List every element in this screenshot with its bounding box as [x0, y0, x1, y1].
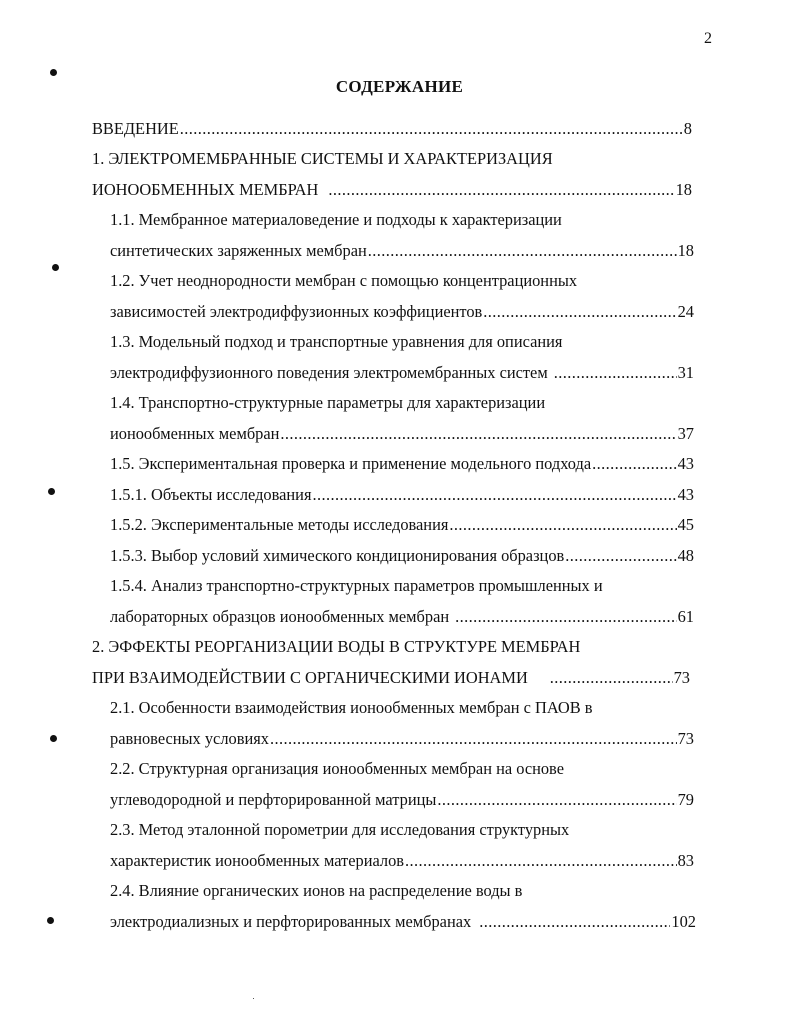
- toc-entry: электродиффузионного поведения электромембранных систем ..... 31: [110, 362, 694, 384]
- toc-entry: зависимостей электродиффузионных коэффициентов ..... 24: [110, 301, 694, 323]
- toc-entry: 1.5.2. Экспериментальные методы исследования ..... 45: [110, 514, 694, 536]
- toc-entry: углеводородной и перфторированной матрицы ..... 79: [110, 789, 694, 811]
- toc-entry: ИОНООБМЕННЫХ МЕМБРАН ..... 18: [92, 179, 692, 201]
- toc-entry: 1.2. Учет неоднородности мембран с помощью концентрационных: [110, 271, 578, 290]
- scan-mark: [48, 488, 55, 495]
- toc-entry: электродиализных и перфторированных мембранах ..... 102: [110, 911, 696, 933]
- toc-entry: ионообменных мембран ..... 37: [110, 423, 694, 445]
- scan-mark: [47, 917, 54, 924]
- toc-entry: 2.2. Структурная организация ионообменных мембран на основе: [110, 759, 564, 778]
- toc-entry: 1.3. Модельный подход и транспортные уравнения для описания: [110, 332, 563, 351]
- toc-entry: 1.4. Транспортно-структурные параметры для характеризации: [110, 393, 546, 412]
- toc-entry: 1.1. Мембранное материаловедение и подходы к характеризации: [110, 210, 562, 229]
- toc-entry: 1.5.3. Выбор условий химического кондиционирования образцов ..... 48: [110, 545, 694, 567]
- page-title: СОДЕРЖАНИЕ: [335, 77, 464, 96]
- toc-entry: 1.5.1. Объекты исследования ..... 43: [110, 484, 694, 506]
- scan-mark: [50, 69, 57, 76]
- toc-entry: ВВЕДЕНИЕ ..... 8: [92, 118, 692, 140]
- toc-entry: 1. ЭЛЕКТРОМЕМБРАННЫЕ СИСТЕМЫ И ХАРАКТЕРИЗАЦИЯ: [92, 149, 553, 168]
- scan-mark: [52, 264, 59, 271]
- toc-entry: 1.5.4. Анализ транспортно-структурных параметров промышленных и: [110, 576, 603, 595]
- toc-entry: 2.1. Особенности взаимодействия ионообменных мембран с ПАОВ в: [110, 698, 593, 717]
- toc-entry: синтетических заряженных мембран ..... 18: [110, 240, 694, 262]
- page-number: 2: [704, 30, 712, 47]
- toc-entry: 2.3. Метод эталонной порометрии для исследования структурных: [110, 820, 570, 839]
- toc-entry: 2.4. Влияние органических ионов на распределение воды в: [110, 881, 523, 900]
- toc-entry: характеристик ионообменных материалов ..... 83: [110, 850, 694, 872]
- toc-entry: ПРИ ВЗАИМОДЕЙСТВИИ С ОРГАНИЧЕСКИМИ ИОНАМИ ..... 73: [92, 667, 690, 689]
- toc-entry: равновесных условиях ..... 73: [110, 728, 694, 750]
- toc-entry: лабораторных образцов ионообменных мембран ..... 61: [110, 606, 694, 628]
- scan-mark: [50, 735, 57, 742]
- toc-entry: 2. ЭФФЕКТЫ РЕОРГАНИЗАЦИИ ВОДЫ В СТРУКТУРЕ МЕМБРАН: [92, 637, 581, 656]
- scan-dust: [253, 998, 254, 999]
- toc-entry: 1.5. Экспериментальная проверка и применение модельного подхода ..... 43: [110, 453, 694, 475]
